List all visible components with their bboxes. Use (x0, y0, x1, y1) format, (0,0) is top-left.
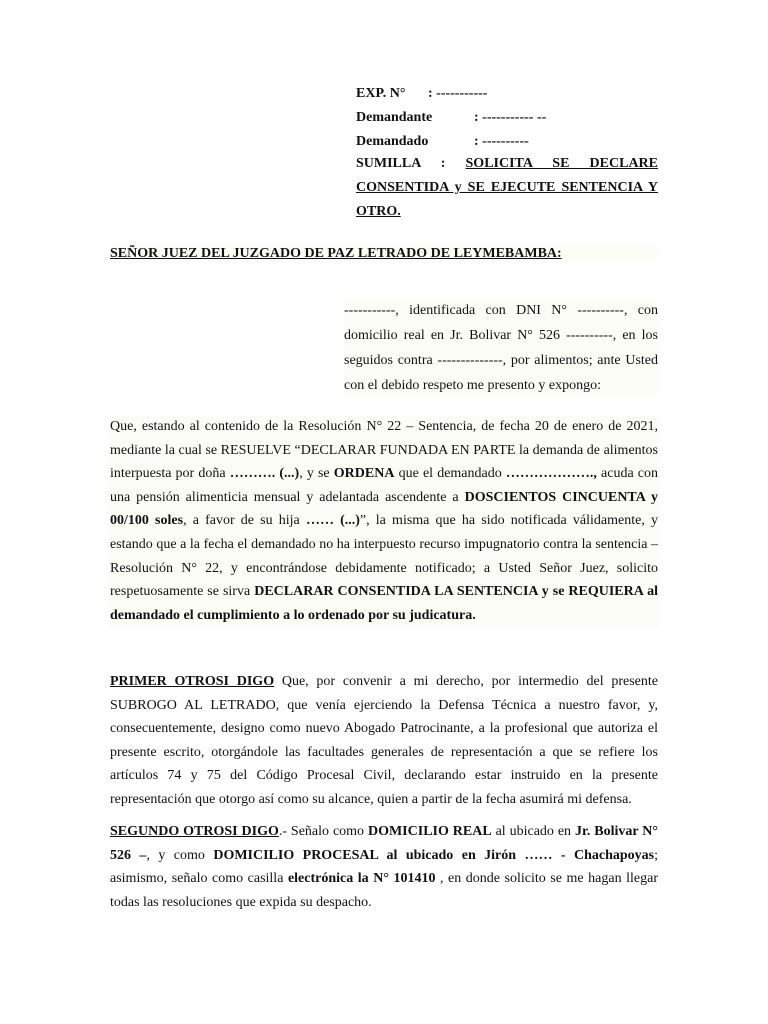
p1-text-c: , y se (299, 466, 334, 482)
p3-text-h: electrónica la N° 101410 (287, 871, 436, 887)
segundo-otrosi-title: SEGUNDO OTROSI DIGO (110, 824, 279, 839)
judge-address: SEÑOR JUEZ DEL JUZGADO DE PAZ LETRADO DE LEYMEBAMBA: (110, 246, 658, 262)
p3-text-e: , y como (146, 847, 214, 863)
primer-otrosi-paragraph (110, 670, 658, 812)
demandante-row (356, 110, 547, 126)
p1-text-k: ”, la misma que ha sido notificada válidamente, y estando que a la fecha el demandado no ha interpuesto recurso impugnatorio contra la sentencia – Resolución N° 22, y encontrándose debidamente notificado; a Usted Señor Juez, solicito respetuosamente se sirva (110, 513, 658, 600)
p3-text-d: Jr. Bolivar N° 526 – (110, 824, 658, 863)
p3-text-i: , en donde solicito se me hagan llegar todas las resoluciones que expida su despacho. (110, 871, 658, 910)
p1-text-h: DOSCIENTOS CINCUENTA y 00/100 soles (110, 489, 658, 529)
exp-label: EXP. N° (356, 86, 406, 101)
sumilla-text: SOLICITA SE DECLARE CONSENTIDA y SE EJECUTE SENTENCIA Y OTRO. (356, 156, 659, 219)
p1-text-d: ORDENA (333, 466, 395, 482)
p1-text-f: ………………., (505, 466, 597, 482)
p1-text-j: …… (...) (305, 513, 360, 529)
demandado-label: Demandado (356, 134, 429, 149)
demandado-row (356, 134, 529, 150)
p3-text-b: DOMICILIO REAL (367, 824, 492, 839)
exp-row (356, 86, 488, 102)
p1-text-i: , a favor de su hija (183, 513, 306, 529)
p1-text-b: ………. (...) (229, 466, 300, 482)
demandado-value: : ---------- (474, 134, 529, 149)
intro-paragraph (344, 298, 658, 398)
p3-text-a: .- Señalo como (278, 824, 368, 839)
intro-text: identificada con DNI N° ----------, con domicilio real en Jr. Bolivar N° 526 ----------, en los seguidos contra --------------, por alimentos; ante Usted con el debido respeto me presento y expongo: (344, 303, 658, 393)
primer-otrosi-text: Que, por convenir a mi derecho, por intermedio del presente SUBROGO AL LETRADO, que venía ejerciendo la Defensa Técnica a nuestro favor, y, consecuentemente, designo como nuevo Abogado Patrocinante, a la profesional que autoriza el presente escrito, otorgándole las facultades generales de representación a que se refiere los artículos 74 y 75 del Código Procesal Civil, declarando estar instruido en la presente representación que otorgo así como su alcance, quien a partir de la fecha asumirá mi defensa. (110, 674, 658, 807)
p1-text-e: que el demandado (394, 466, 506, 482)
p1-text-g: acuda con una pensión alimenticia mensual y adelantada ascendente a (110, 466, 659, 505)
main-paragraph (110, 415, 658, 627)
primer-otrosi-title: PRIMER OTROSI DIGO (110, 674, 275, 689)
demandante-label: Demandante (356, 110, 433, 125)
p1-text-a: Que, estando al contenido de la Resolución N° 22 – Sentencia, de fecha 20 de enero de 2021, mediante la cual se RESUELVE “DECLARAR FUNDADA EN PARTE la demanda de alimentos interpuesta por doña (110, 419, 658, 482)
p3-text-c: al ubicado en (491, 824, 575, 839)
segundo-otrosi-paragraph (110, 820, 658, 914)
p1-text-l: DECLARAR CONSENTIDA LA SENTENCIA y se REQUIERA al demandado el cumplimiento a lo ordenado por su judicatura. (110, 584, 658, 623)
sumilla (356, 152, 658, 224)
exp-value: : ----------- (428, 86, 488, 101)
intro-name: -----------, (344, 303, 399, 318)
p3-text-f: DOMICILIO PROCESAL al ubicado en Jirón …… - Chachapoyas (213, 847, 655, 863)
p3-text-g: ; asimismo, señalo como casilla (110, 847, 659, 887)
sumilla-label: SUMILLA : (356, 156, 446, 171)
demandante-value: : ----------- -- (474, 110, 547, 125)
